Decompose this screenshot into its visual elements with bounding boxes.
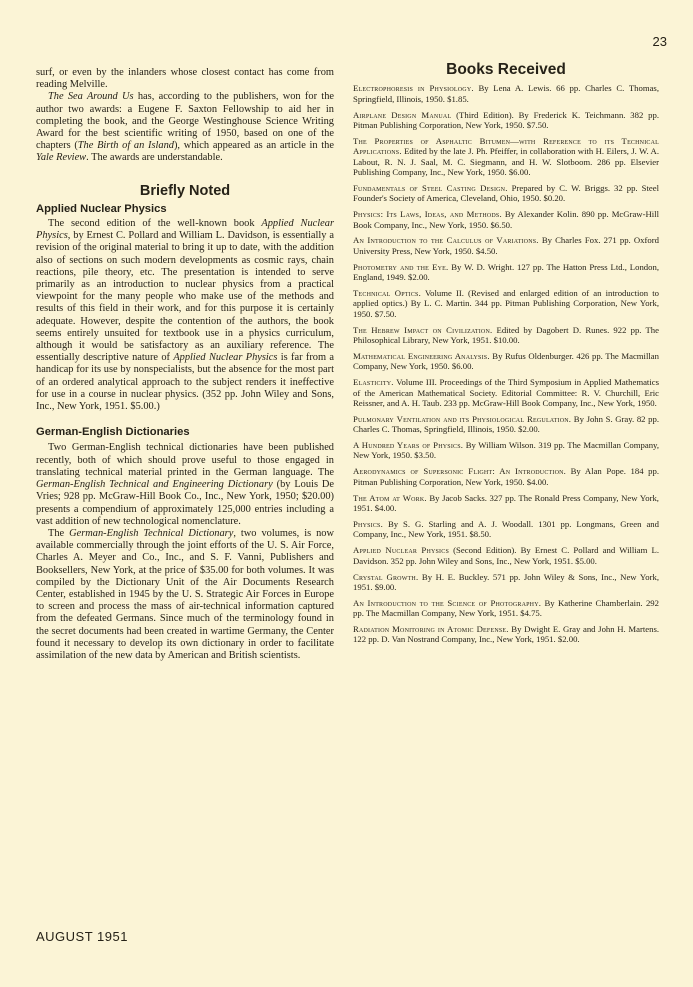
- book-title: Mathematical Engineering Analysis.: [353, 350, 490, 361]
- book-title: The Atom at Work.: [353, 492, 427, 503]
- briefly-noted-title: Briefly Noted: [139, 182, 231, 199]
- page-number: 23: [652, 34, 667, 49]
- book-details: Volume III. Proceedings of the Third Symposium in Applied Mathematics of the American Mathematical Society. Editorial Committee: R. V. Churchill, Eric Reissner, and A. H. Taub. 233 pp. McGraw-Hill Book Company, Inc., New York, 1950.: [353, 377, 659, 408]
- book-entry: [353, 572, 659, 593]
- book-details: By H. E. Buckley. 571 pp. John Wiley & Sons, Inc., New York, 1951. $9.00.: [353, 571, 659, 592]
- book-entry: [353, 466, 659, 487]
- book-details: By Alan Pope. 184 pp. Pitman Publishing Corporation, New York, 1950. $4.00.: [353, 466, 659, 487]
- book-details: Edited by Dagobert D. Runes. 922 pp. The Philosophical Library, New York, 1951. $10.00.: [353, 324, 659, 345]
- book-details: By S. G. Starling and A. J. Woodall. 1301 pp. Longmans, Green and Company, Inc., New York, 1951. $8.50.: [353, 518, 659, 540]
- book-details: Volume II. (Revised and enlarged edition of an introduction to applied optics.) By L. C. Martin. 344 pp. Pitman Publishing Corporation, New York, 1950. $7.50.: [353, 288, 659, 319]
- book-entry: [353, 414, 659, 435]
- book-details: By William Wilson. 319 pp. The Macmillan Company, New York, 1950. $3.50.: [353, 440, 659, 461]
- book-entry: [353, 235, 659, 256]
- left-column: [36, 67, 334, 662]
- book-entry: [353, 545, 659, 566]
- book-entry: [353, 440, 659, 461]
- book-title: Crystal Growth.: [353, 571, 419, 582]
- book-entry: [353, 110, 659, 131]
- book-title: An Introduction to the Calculus of Variations.: [353, 235, 539, 246]
- books-received-title: Books Received: [446, 61, 566, 78]
- book-entry: [353, 598, 659, 619]
- book-details: By Alexander Kolin. 890 pp. McGraw-Hill Book Company, Inc., New York, 1950. $6.50.: [353, 209, 659, 230]
- dictionaries-paragraph-2: The German-English Technical Dictionary, two volumes, is now available commercially through the joint efforts of the U. S. Air Force, Charles A. Meyer and Co., Inc., and S. F. Vanni, Publishers and Booksellers, New York, at the price of $35.00 for both volumes. It was compiled by the Dictionary Unit of the Air Documents Research Center, established in 1945 by the U. S. Strategic Air Forces in Europe to screen and process the mass of air-technical information captured from the defeated Germans. Since much of the terminology found in the secret documents had been created in wartime Germany, the Center found it necessary to develop its own dictionary in order to facilitate assimilation of the new data by American and British scientists.: [36, 527, 334, 661]
- book-title: The Properties of Asphaltic Bitumen—with Reference to its Technical Applications.: [353, 135, 659, 157]
- book-details: (Third Edition). By Frederick K. Teichmann. 382 pp. Pitman Publishing Corporation, New York, 1950. $7.50.: [353, 109, 659, 130]
- book-entry: [353, 624, 659, 645]
- book-title: Elasticity.: [353, 377, 394, 388]
- book-entry: [353, 377, 659, 408]
- issue-date-footer: AUGUST 1951: [36, 929, 128, 944]
- book-entry: [353, 83, 659, 104]
- book-details: By Lena A. Lewis. 66 pp. Charles C. Thomas, Springfield, Illinois, 1950. $1.85.: [353, 83, 659, 104]
- book-title: The Hebrew Impact on Civilization.: [353, 324, 493, 335]
- book-entry: [353, 136, 659, 177]
- book-entry: [353, 262, 659, 283]
- dictionaries-paragraph-1: Two German-English technical dictionaries have been published recently, both of which should prove useful to those engaged in translating technical material printed in the German language. The German-English Technical and Engineering Dictionary (by Louis De Vries; 928 pp. McGraw-Hill Book Co., Inc., New York, 1950; $20.00) presents a compendium of approximately 125,000 entries including a vast addition of new technological nomenclature.: [36, 442, 334, 527]
- book-details: Prepared by C. W. Briggs. 32 pp. Steel Founder's Society of America, Cleveland, Ohio, 1950. $0.20.: [353, 182, 660, 204]
- book-title: Pulmonary Ventilation and its Physiological Regulation.: [353, 413, 572, 424]
- book-title: Physics.: [353, 518, 383, 529]
- book-details: By Katherine Chamberlain. 292 pp. The Macmillan Company, New York, 1951. $4.75.: [353, 597, 659, 619]
- intro-paragraph-1: surf, or even by the inlanders whose closest contact has come from reading Melville.: [36, 67, 334, 91]
- book-title: Photometry and the Eye.: [353, 261, 449, 272]
- book-title: Fundamentals of Steel Casting Design.: [353, 182, 508, 193]
- book-title: Radiation Monitoring in Atomic Defense.: [353, 624, 509, 635]
- book-title: An Introduction to the Science of Photography.: [353, 597, 542, 608]
- book-title: Technical Optics.: [353, 288, 421, 298]
- book-details: By Jacob Sacks. 327 pp. The Ronald Press Company, New York, 1951. $4.00.: [353, 492, 659, 513]
- book-entry: [353, 209, 659, 230]
- book-details: Edited by the late J. Ph. Pfeiffer, in collaboration with H. Eilers, J. W. A. Labout, R. N. J. Saal, M. C. Siegmann, and H. W. Slotboom. 286 pp. Elsevier Publishing Company, Inc., New York, 1950. $6.00.: [353, 146, 659, 177]
- book-details: By Dwight E. Gray and John H. Martens. 122 pp. D. Van Nostrand Company, Inc., New York, 1951. $2.00.: [353, 624, 659, 645]
- book-entry: [353, 493, 659, 514]
- book-details: By Charles Fox. 271 pp. Oxford University Press, New York, 1950. $4.50.: [353, 235, 659, 256]
- applied-nuclear-physics-review: The second edition of the well-known book Applied Nuclear Physics, by Ernest C. Pollard and William L. Davidson, is essentially a revision of the original material to bring it up to date, with the addition also of sections on such modern developments as cosmic rays, chain reactions, pile theory, etc. The presentation is intended to serve primarily as an introduction to nuclear physics from a practical viewpoint for the many people who make use of the methods and results of this field in their work, and for this purpose it is certainly adequate. However, despite the contention of the authors, the book seems entirely unsuited for textbook use in a physics curriculum, although it would be satisfactory as an auxiliary reference. The essentially descriptive nature of Applied Nuclear Physics is far from a handicap for its use by nonspecialists, but the absence for the most part of an ordered analytical approach to the subject renders it ineffective for use in a course in nuclear physics. (352 pp. John Wiley and Sons, Inc., New York, 1951. $5.00.): [36, 218, 334, 413]
- book-title: Physics: Its Laws, Ideas, and Methods.: [353, 209, 502, 220]
- book-title: Applied Nuclear Physics: [353, 545, 449, 556]
- german-english-dictionaries-heading: German-English Dictionaries: [36, 426, 190, 439]
- book-title: Aerodynamics of Supersonic Flight: An Introduction.: [353, 466, 567, 477]
- intro-paragraph-2: The Sea Around Us has, according to the publishers, won for the author two awards: a Eugene F. Saxton Fellowship to aid her in completing the book, and the George Westinghouse Science Writing Award for the best scientific writing of 1950, based on one of the chapters (The Birth of an Island), which appeared as an article in the Yale Review. The awards are understandable.: [36, 91, 334, 164]
- book-entry: [353, 519, 659, 540]
- book-details: (Second Edition). By Ernest C. Pollard and William L. Davidson. 352 pp. John Wiley and Sons, Inc., New York, 1951. $5.00.: [353, 545, 659, 566]
- book-details: By John S. Gray. 82 pp. Charles C. Thomas, Springfield, Illinois, 1950. $2.00.: [353, 413, 660, 435]
- book-entry: [353, 183, 659, 204]
- books-received-column: [353, 61, 660, 650]
- book-title: A Hundred Years of Physics.: [353, 440, 464, 451]
- book-entry: [353, 325, 659, 346]
- book-title: Electrophoresis in Physiology.: [353, 83, 474, 94]
- book-list: [353, 83, 659, 644]
- book-title: Airplane Design Manual: [353, 109, 452, 120]
- book-entry: [353, 351, 659, 372]
- applied-nuclear-physics-heading: Applied Nuclear Physics: [36, 202, 167, 215]
- book-details: By Rufus Oldenburger. 426 pp. The Macmillan Company, New York, 1950. $6.00.: [353, 350, 659, 372]
- book-entry: [353, 288, 659, 319]
- book-details: By W. D. Wright. 127 pp. The Hatton Press Ltd., London, England, 1949. $2.00.: [353, 261, 659, 283]
